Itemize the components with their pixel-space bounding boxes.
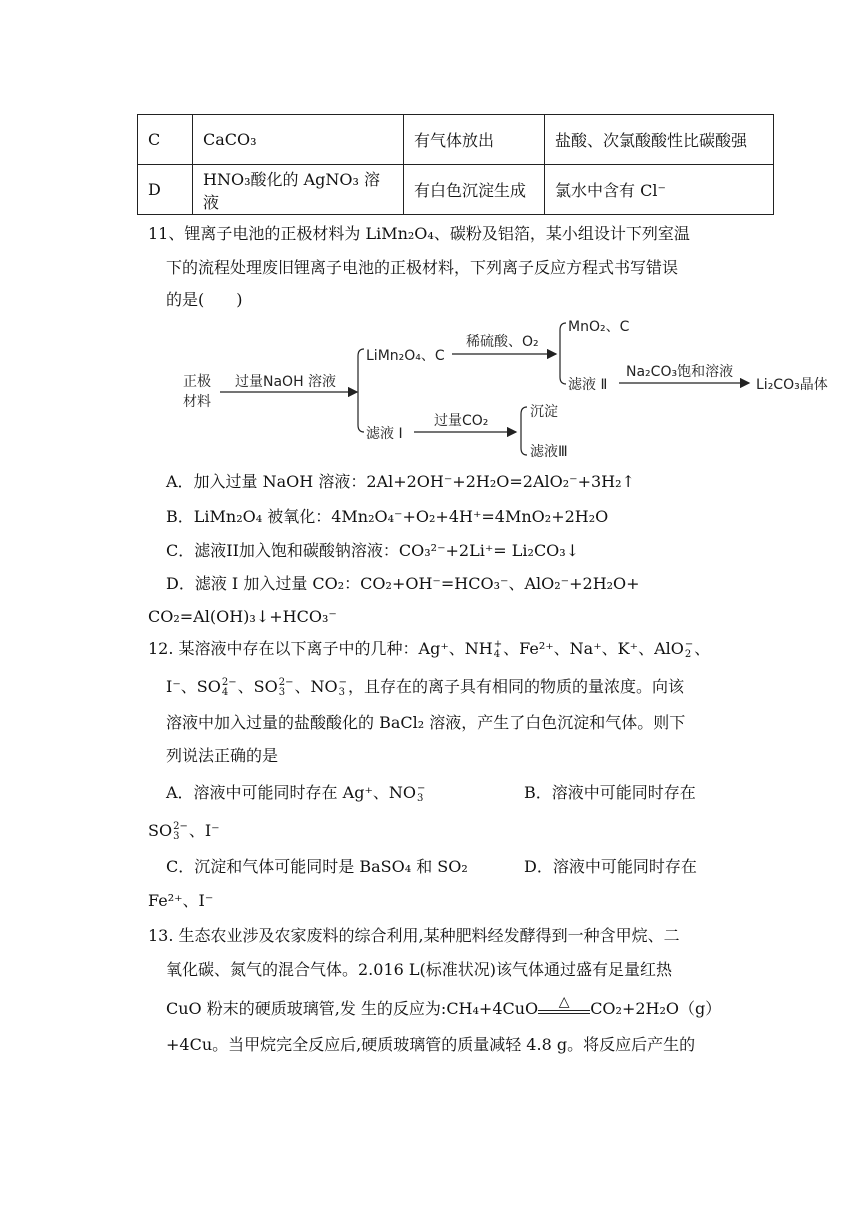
reagent-cell: HNO₃酸化的 AgNO₃ 溶液: [193, 165, 404, 215]
q12-option-b: B．溶液中可能同时存在: [524, 783, 696, 802]
flow-intermediate-label: LiMn₂O₄、C: [366, 348, 445, 364]
flow-start-label: 正极: [183, 374, 211, 390]
row-label: D: [138, 165, 193, 215]
ion-sup: −: [338, 676, 347, 688]
q11-option-d-cont: CO₂=Al(OH)₃↓+HCO₃⁻: [148, 607, 337, 626]
q12-text: SO: [148, 821, 173, 840]
q13-text: CuO 粉末的硬质玻璃管,发 生的反应为:CH₄+4CuO: [166, 999, 539, 1018]
ion-charge: [685, 640, 693, 660]
flow-brace: [521, 407, 527, 455]
phenomenon-cell: 有气体放出: [404, 115, 545, 165]
q12-option-b-cont: [148, 821, 220, 842]
ion-charge: [339, 678, 347, 698]
q12-stem-line1: [148, 639, 710, 660]
q11-stem-line2: 下的流程处理废旧锂离子电池的正极材料，下列离子反应方程式书写错误: [166, 258, 679, 277]
flow-output-label: 沉淀: [530, 404, 558, 420]
flow-output-label: 滤液 Ⅱ: [568, 377, 608, 393]
heating-condition: [538, 994, 590, 1014]
flow-output-label: 滤液Ⅲ: [530, 444, 568, 460]
ion-charge: [279, 678, 294, 698]
flow-brace: [358, 349, 364, 432]
flow-reagent-label: 过量NaOH 溶液: [235, 374, 337, 390]
q12-option-a: [166, 783, 426, 804]
q11-option-a: A．加入过量 NaOH 溶液：2Al+2OH⁻+2H₂O=2AlO₂⁻+3H₂↑: [166, 472, 635, 491]
heat-symbol: △: [558, 994, 570, 1010]
q11-stem-line3: 的是( ): [166, 290, 243, 309]
flow-product-label: Li₂CO₃晶体: [756, 377, 828, 393]
flow-reagent-label: 稀硫酸、O₂: [466, 334, 539, 350]
q12-text: I⁻、SO: [166, 677, 221, 696]
flow-reagent-label: Na₂CO₃饱和溶液: [626, 364, 734, 380]
ion-sup: 2−: [221, 676, 237, 688]
ion-sup: −: [684, 638, 694, 650]
ion-sub: 4: [221, 686, 229, 698]
q12-text: 、: [694, 639, 711, 658]
ion-sub: 3: [338, 686, 345, 698]
q12-option-d-cont: Fe²⁺、I⁻: [148, 891, 214, 910]
q12-text: 、NO: [294, 677, 338, 696]
ion-sub: 4: [493, 648, 501, 660]
ion-sub: 2: [684, 648, 692, 660]
q11-option-c: C．滤液II加入饱和碳酸钠溶液：CO₃²⁻+2Li⁺= Li₂CO₃↓: [166, 541, 580, 560]
flow-intermediate-label: 滤液 Ⅰ: [366, 426, 403, 442]
q11-option-b: B．LiMn₂O₄ 被氧化：4Mn₂O₄⁻+O₂+4H⁺=4MnO₂+2H₂O: [166, 507, 609, 526]
q13-stem-line3: [166, 994, 722, 1018]
flow-brace: [560, 323, 566, 384]
phenomenon-cell: 有白色沉淀生成: [404, 165, 545, 215]
ion-sub: 3: [417, 792, 424, 804]
q12-text: 12. 某溶液中存在以下离子中的几种：Ag⁺、NH: [148, 639, 493, 658]
q12-text: 、Fe²⁺、Na⁺、K⁺、AlO: [503, 639, 684, 658]
flow-start-label: 材料: [183, 394, 211, 410]
ion-charge: [417, 784, 425, 804]
q12-stem-line2: [166, 677, 684, 698]
q12-text: 、I⁻: [188, 821, 220, 840]
conclusion-cell: 盐酸、次氯酸酸性比碳酸强: [545, 115, 774, 165]
row-label: C: [138, 115, 193, 165]
ion-sup: +: [493, 638, 503, 650]
ion-sup: 2−: [173, 820, 188, 832]
flow-reagent-label: 过量CO₂: [434, 413, 489, 429]
ion-sup: 2−: [278, 676, 294, 688]
q12-text: ，且存在的离子具有相同的物质的量浓度。向该: [347, 677, 684, 696]
q12-stem-line4: 列说法正确的是: [166, 746, 279, 765]
q12-option-d: D．溶液中可能同时存在: [524, 857, 697, 876]
ion-sup: −: [417, 782, 426, 794]
q13-stem-line4: +4Cu。当甲烷完全反应后,硬质玻璃管的质量减轻 4.8 g。将反应后产生的: [166, 1035, 696, 1054]
q11-stem-line1: 11、锂离子电池的正极材料为 LiMn₂O₄、碳粉及铝箔，某小组设计下列室温: [148, 224, 690, 243]
q13-stem-line1: 13. 生态农业涉及农家废料的综合利用,某种肥料经发酵得到一种含甲烷、二: [148, 926, 680, 945]
q12-option-c: C．沉淀和气体可能同时是 BaSO₄ 和 SO₂: [166, 857, 468, 876]
ion-sub: 3: [173, 830, 180, 842]
q12-text: 、SO: [237, 677, 278, 696]
ion-charge: [222, 678, 237, 698]
ion-charge: [494, 640, 502, 660]
ion-sub: 3: [278, 686, 286, 698]
q12-text: A．溶液中可能同时存在 Ag⁺、NO: [166, 783, 417, 802]
ion-charge: [173, 822, 188, 842]
q11-option-d: D．滤液 I 加入过量 CO₂：CO₂+OH⁻=HCO₃⁻、AlO₂⁻+2H₂O+: [166, 574, 640, 593]
flow-output-label: MnO₂、C: [568, 319, 630, 335]
q12-stem-line3: 溶液中加入过量的盐酸酸化的 BaCl₂ 溶液，产生了白色沉淀和气体。则下: [166, 713, 686, 732]
q13-text: CO₂+2H₂O（g）: [590, 999, 722, 1018]
q13-stem-line2: 氧化碳、氮气的混合气体。2.016 L(标准状况)该气体通过盛有足量红热: [166, 960, 673, 979]
conclusion-cell: 氯水中含有 Cl⁻: [545, 165, 774, 215]
reagent-cell: CaCO₃: [193, 115, 404, 165]
